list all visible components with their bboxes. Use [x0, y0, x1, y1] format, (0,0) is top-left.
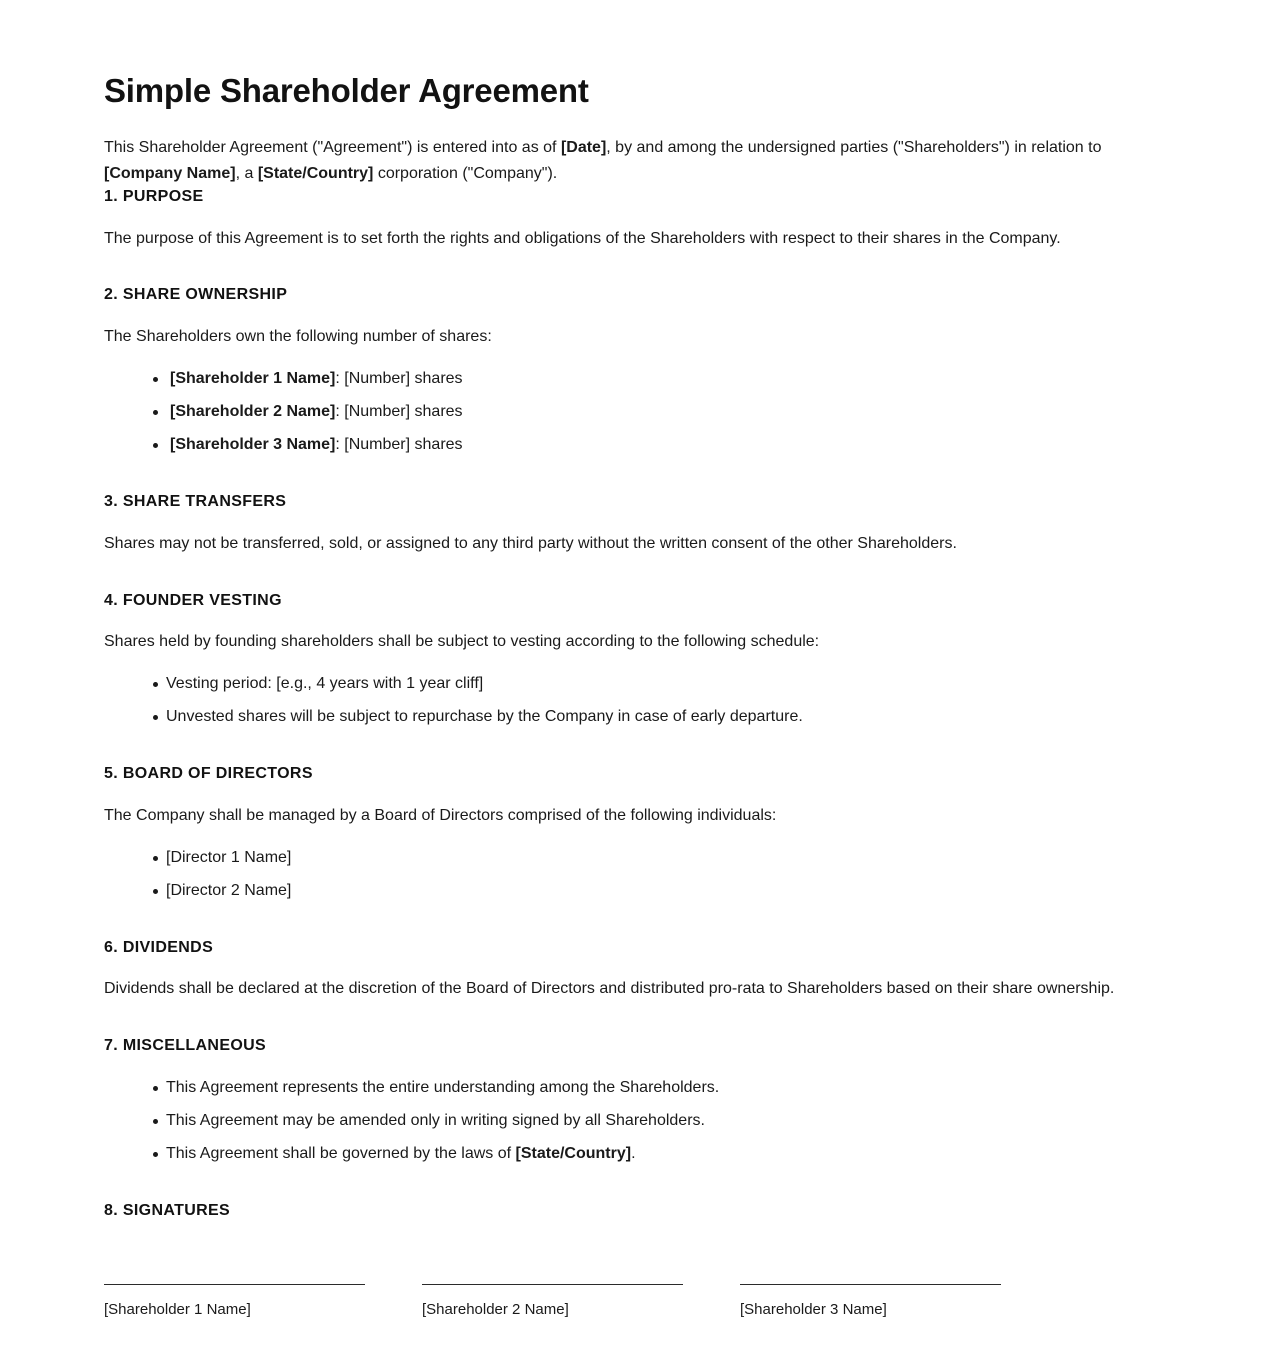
- section-signatures: [104, 1201, 1125, 1321]
- section-paragraph-dividends: Dividends shall be declared at the discretion of the Board of Directors and distributed pro-rata to Shareholders based on their share ownership.: [104, 980, 1115, 998]
- section-share-transfers: [104, 492, 1125, 557]
- governing-law-placeholder: [State/Country]: [515, 1144, 632, 1162]
- intro-text-part-1: This Shareholder Agreement ("Agreement") is entered into as of: [104, 138, 561, 156]
- miscellaneous-list: [104, 1075, 1125, 1167]
- shareholder-name: [Shareholder 1 Name]: [170, 370, 336, 388]
- list-item-text: This Agreement shall be governed by the laws of: [166, 1144, 516, 1162]
- signature-line[interactable]: [422, 1284, 683, 1285]
- section-board-of-directors: [104, 764, 1125, 904]
- list-item: Vesting period: [e.g., 4 years with 1 year cliff]: [104, 671, 1125, 697]
- signature-label: [Shareholder 1 Name]: [104, 1300, 251, 1318]
- list-item: Unvested shares will be subject to repurchase by the Company in case of early departure.: [104, 704, 1125, 730]
- section-paragraph-share-transfers: Shares may not be transferred, sold, or assigned to any third party without the written consent of the other Shareholders.: [104, 534, 957, 552]
- section-heading-miscellaneous: 7. MISCELLANEOUS: [104, 1037, 267, 1055]
- shareholder-shares: : [Number] shares: [335, 370, 463, 388]
- list-item-tail: .: [631, 1144, 636, 1162]
- section-heading-signatures: 8. SIGNATURES: [104, 1201, 231, 1219]
- section-founder-vesting: [104, 591, 1125, 731]
- signature-label: [Shareholder 2 Name]: [422, 1300, 569, 1318]
- shareholder-shares: : [Number] shares: [335, 435, 463, 453]
- section-paragraph-purpose: The purpose of this Agreement is to set forth the rights and obligations of the Shareholders with respect to their shares in the Company.: [104, 229, 1061, 247]
- shareholder-list: [104, 366, 1125, 458]
- section-paragraph-share-ownership: The Shareholders own the following number of shares:: [104, 328, 492, 346]
- list-item: [104, 432, 1125, 458]
- section-heading-board-of-directors: 5. BOARD OF DIRECTORS: [104, 765, 313, 783]
- signature-line[interactable]: [740, 1284, 1001, 1285]
- signature-block-2: [422, 1284, 740, 1322]
- signature-line[interactable]: [104, 1284, 365, 1285]
- signature-area: [104, 1284, 1125, 1322]
- shareholder-name: [Shareholder 3 Name]: [170, 435, 336, 453]
- list-item: [104, 366, 1125, 392]
- state-country-placeholder: [State/Country]: [257, 164, 374, 182]
- section-heading-purpose: 1. PURPOSE: [104, 187, 204, 205]
- section-heading-dividends: 6. DIVIDENDS: [104, 938, 214, 956]
- section-purpose: [104, 187, 1125, 252]
- intro-paragraph: [104, 135, 1114, 187]
- section-heading-founder-vesting: 4. FOUNDER VESTING: [104, 591, 282, 609]
- vesting-list: [104, 671, 1125, 730]
- section-share-ownership: [104, 285, 1125, 457]
- list-item: [104, 1141, 1125, 1167]
- list-item: [104, 399, 1125, 425]
- date-placeholder: [Date]: [560, 138, 607, 156]
- list-item: [104, 1108, 1125, 1134]
- list-item-text: This Agreement may be amended only in writing signed by all Shareholders.: [166, 1112, 705, 1130]
- director-list: [104, 845, 1125, 904]
- intro-text-part-3: , a: [235, 164, 258, 182]
- signature-label: [Shareholder 3 Name]: [740, 1300, 887, 1318]
- section-paragraph-board-of-directors: The Company shall be managed by a Board of Directors comprised of the following individuals:: [104, 806, 777, 824]
- list-item-text: This Agreement represents the entire understanding among the Shareholders.: [166, 1079, 720, 1097]
- list-item: [Director 1 Name]: [104, 845, 1125, 871]
- page-title: Simple Shareholder Agreement: [104, 72, 589, 109]
- intro-text-part-4: corporation ("Company").: [373, 164, 558, 182]
- company-name-placeholder: [Company Name]: [104, 164, 236, 182]
- section-paragraph-founder-vesting: Shares held by founding shareholders shall be subject to vesting according to the following schedule:: [104, 633, 820, 651]
- signature-block-1: [104, 1284, 422, 1322]
- section-miscellaneous: [104, 1036, 1125, 1167]
- section-heading-share-transfers: 3. SHARE TRANSFERS: [104, 492, 287, 510]
- list-item: [104, 1075, 1125, 1101]
- shareholder-shares: : [Number] shares: [335, 403, 463, 421]
- intro-text-part-2: , by and among the undersigned parties ("Shareholders") in relation to: [606, 138, 1102, 156]
- section-dividends: [104, 938, 1125, 1003]
- shareholder-name: [Shareholder 2 Name]: [170, 403, 336, 421]
- list-item: [Director 2 Name]: [104, 878, 1125, 904]
- signature-block-3: [740, 1284, 1058, 1322]
- section-heading-share-ownership: 2. SHARE OWNERSHIP: [104, 286, 288, 304]
